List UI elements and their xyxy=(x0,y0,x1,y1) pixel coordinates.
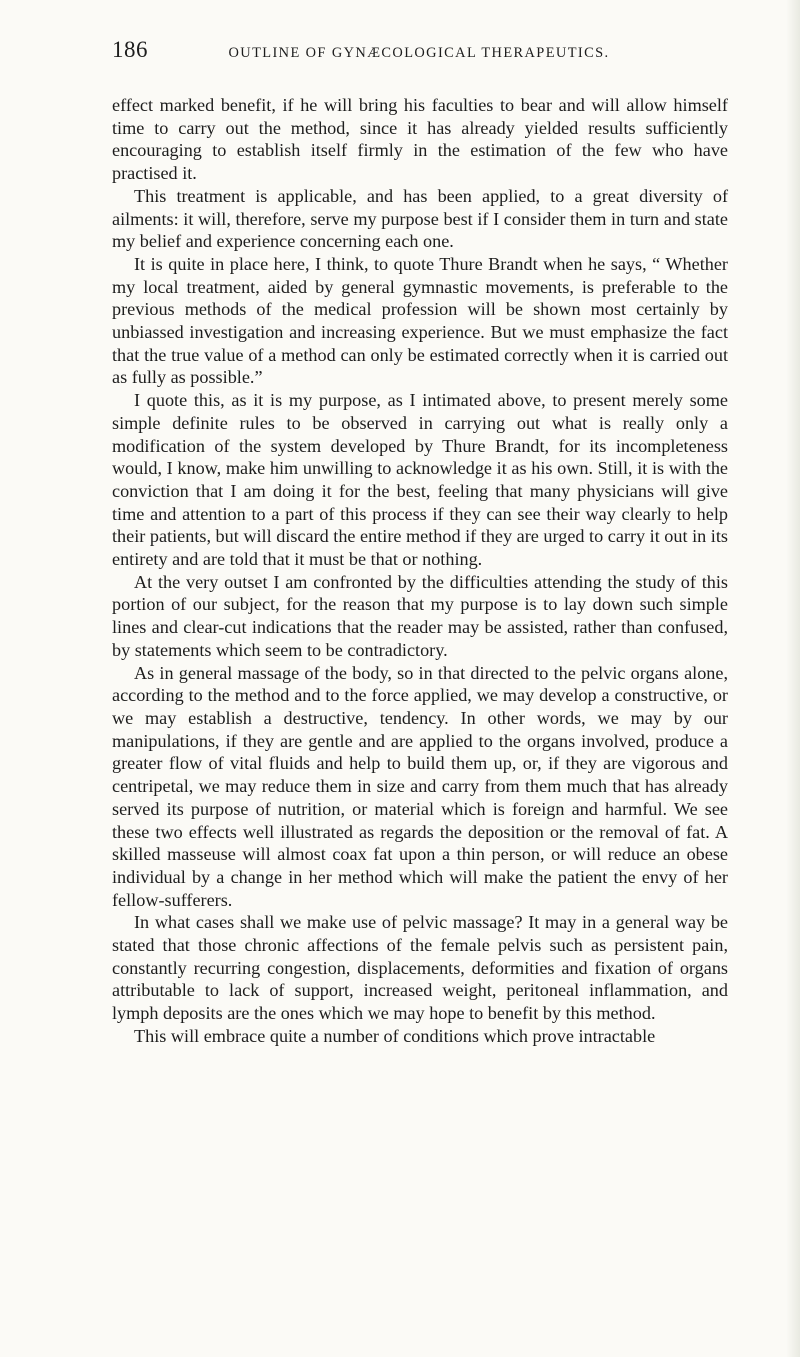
paragraph: As in general massage of the body, so in that directed to the pelvic organs alone, according to the method and to the force applied, we may develop a constructive, or we may establish a destructive, tendency. In other words, we may by our manipulations, if they are gentle and are applied to the organs involved, produce a greater flow of vital fluids and help to build them up, or, if they are vigorous and centripetal, we may reduce them in size and carry from them much that has already served its purpose of nutrition, or material which is foreign and harmful. We see these two effects well illustrated as regards the deposition or the removal of fat. A skilled masseuse will almost coax fat upon a thin person, or will reduce an obese individual by a change in her method which will make the patient the envy of her fellow-sufferers. xyxy=(112,662,728,910)
paragraph: In what cases shall we make use of pelvic massage? It may in a general way be stated that those chronic affections of the female pelvis such as persistent pain, constantly recurring congestion, displacements, deformities and fixation of organs attributable to lack of support, increased weight, peritoneal inflammation, and lymph deposits are the ones which we may hope to benefit by this method. xyxy=(112,912,728,1024)
running-title: OUTLINE OF GYNÆCOLOGICAL THERAPEUTICS. xyxy=(228,45,610,61)
paragraph: At the very outset I am confronted by the difficulties attending the study of this portion of our subject, for the reason that my purpose is to lay down such simple lines and clear-cut indications that the reader may be assisted, rather than confused, by statements which seem to be contradictory. xyxy=(112,571,728,660)
paragraph: This will embrace quite a number of conditions which prove intractable xyxy=(134,1025,656,1046)
body-text xyxy=(112,94,728,1048)
paragraph: effect marked benefit, if he will bring his faculties to bear and will allow himself time to carry out the method, since it has already yielded results sufficiently encouraging to establish itself firmly in the estimation of the few who have practised it. xyxy=(112,95,728,184)
paragraph: It is quite in place here, I think, to quote Thure Brandt when he says, “ Whether my local treatment, aided by general gymnastic movements, is preferable to the previous methods of the medical profession will be shown most certainly by unbiassed investigation and increasing experience. But we must emphasize the fact that the true value of a method can only be estimated correctly when it is carried out as fully as possible.” xyxy=(112,253,728,388)
paragraph: This treatment is applicable, and has been applied, to a great diversity of ailments: it will, therefore, serve my purpose best if I consider them in turn and state my belief and experience concerning each one. xyxy=(112,185,728,252)
page-edge-shadow xyxy=(786,0,800,1357)
page-header xyxy=(112,37,718,67)
paragraph: I quote this, as it is my purpose, as I intimated above, to present merely some simple definite rules to be observed in carrying out what is really only a modification of the system developed by Thure Brandt, for its incompleteness would, I know, make him unwilling to acknowledge it as his own. Still, it is with the conviction that I am doing it for the best, feeling that many physicians will give time and attention to a part of this process if they can see their way clearly to help their patients, but will discard the entire method if they are urged to carry it out in its entirety and are told that it must be that or nothing. xyxy=(112,390,728,570)
page-number: 186 xyxy=(112,37,148,62)
